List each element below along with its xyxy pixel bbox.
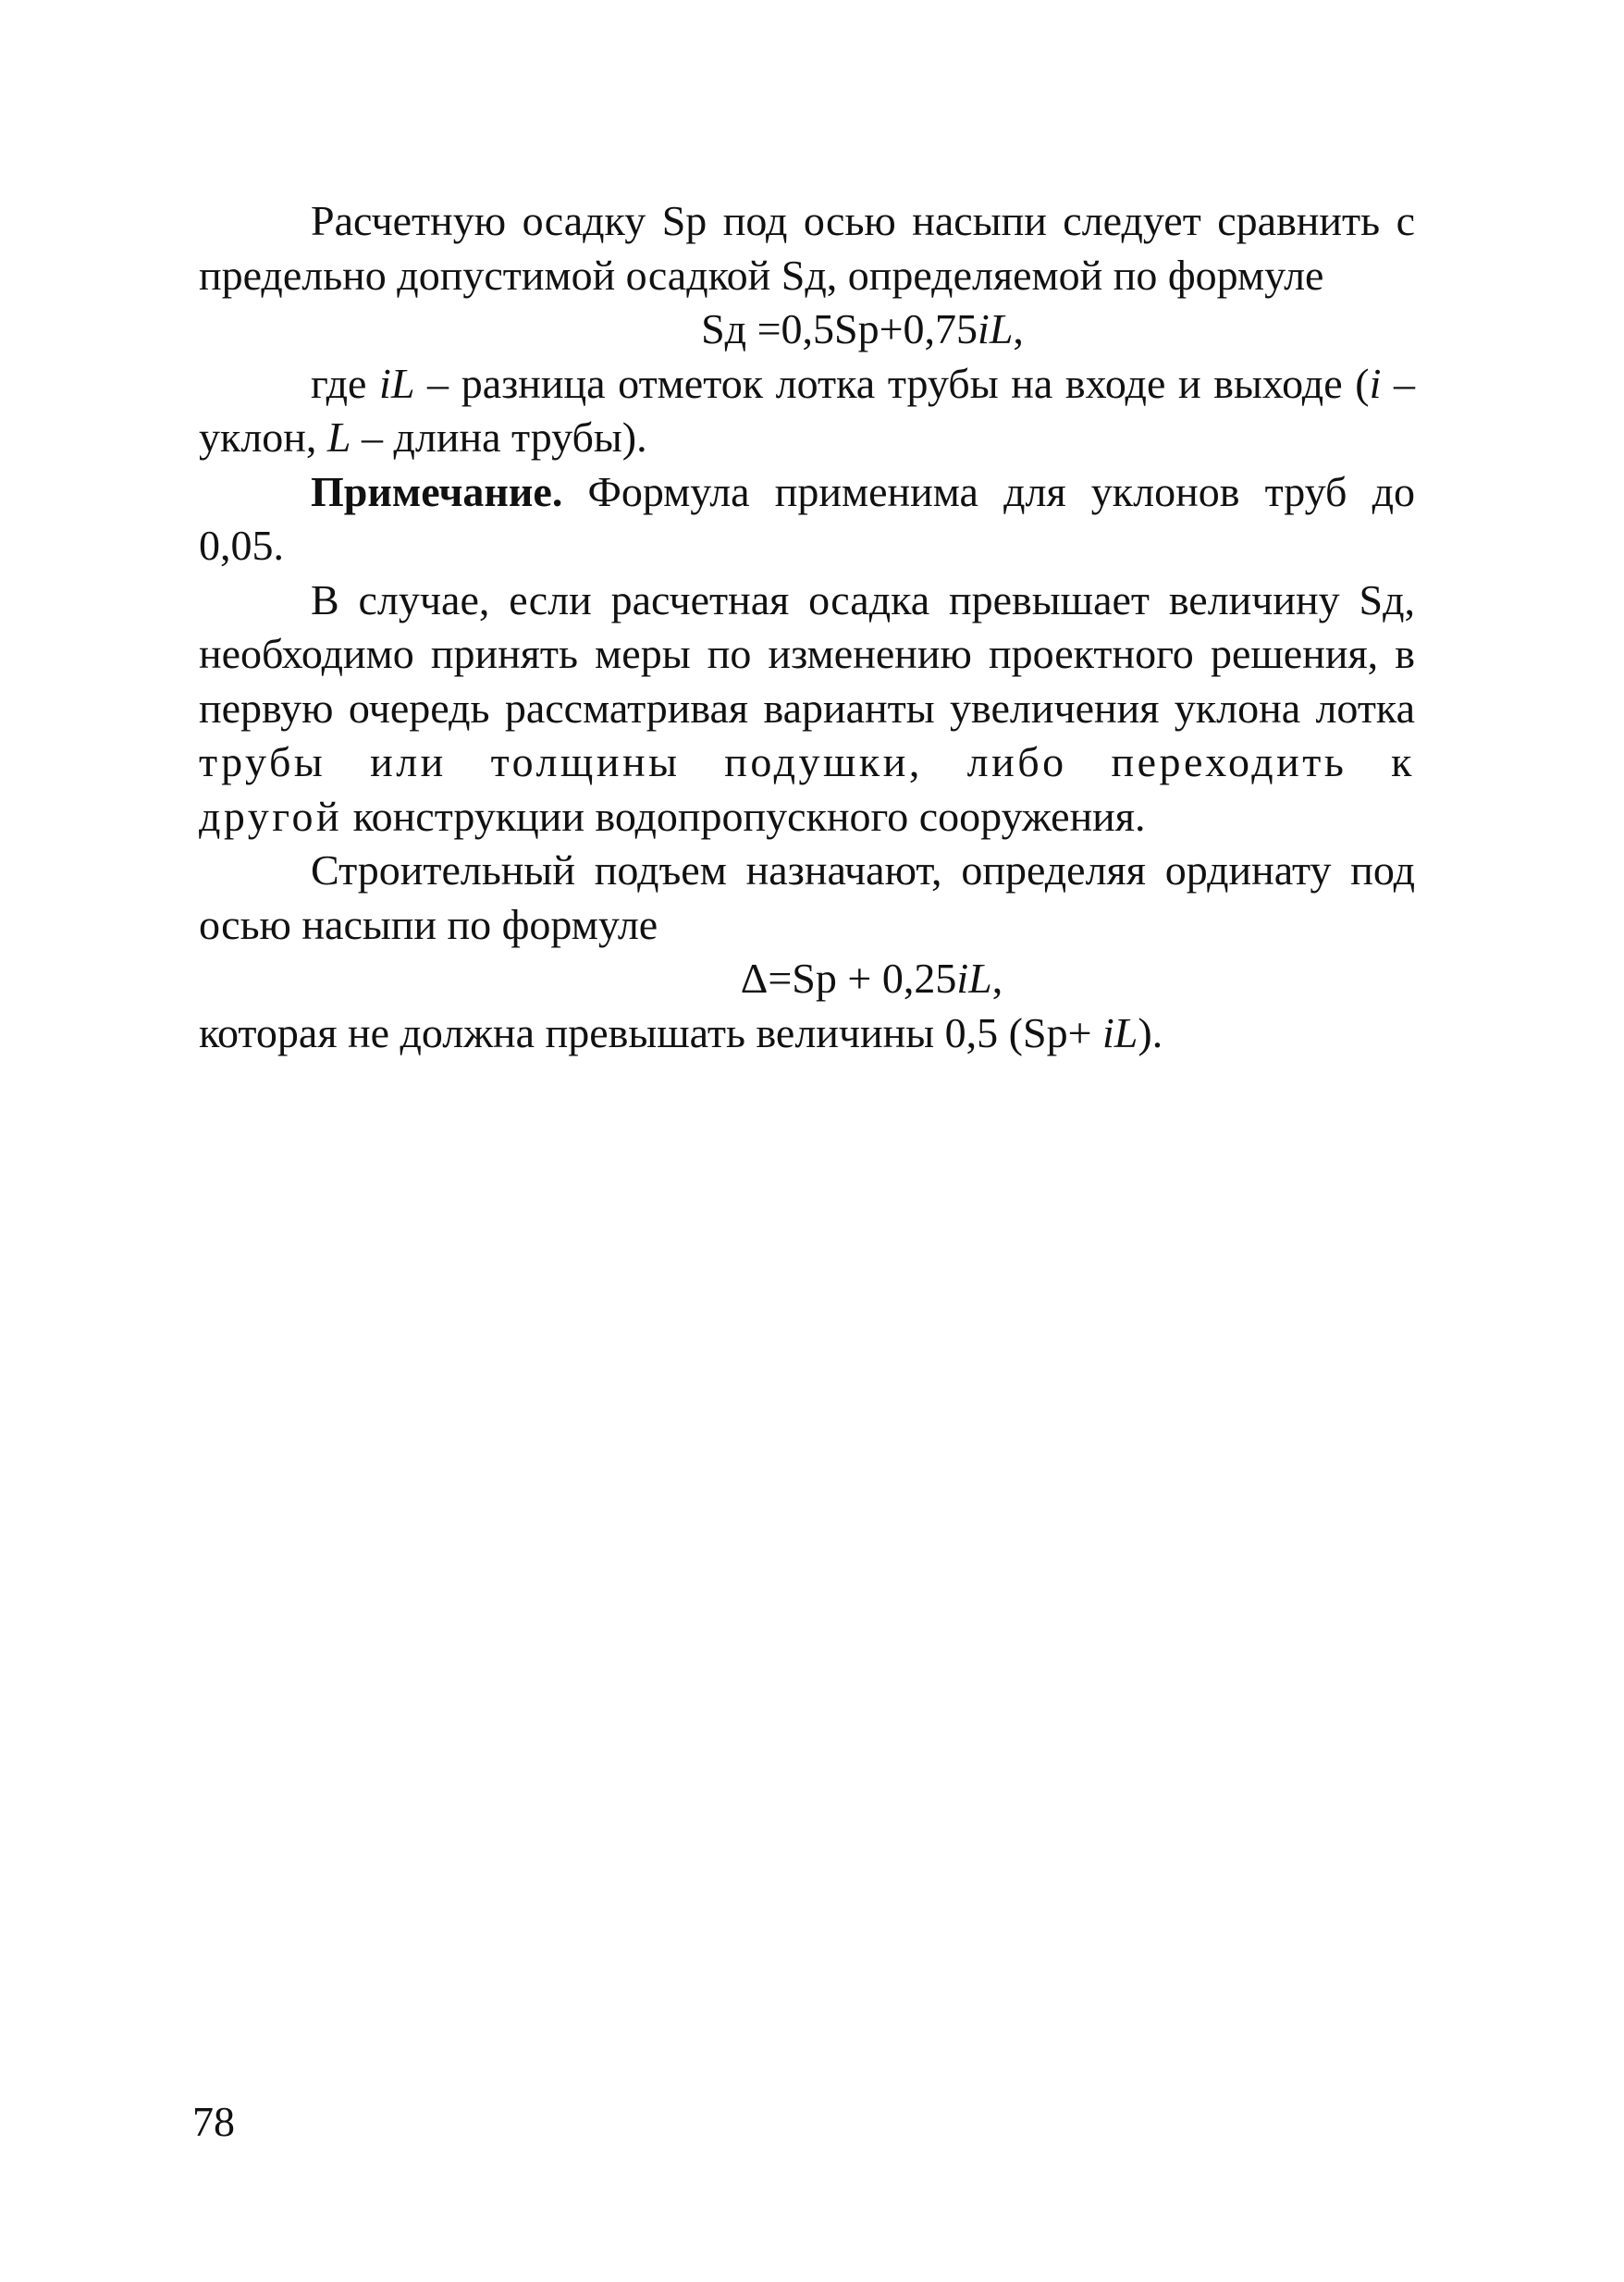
paragraph-text-b: конструкции водопропускного сооружения. bbox=[342, 792, 1146, 840]
paragraph-text: Расчетную осадку Sp под осью насыпи следует сравнить с предельно допустимой осадкой Sд, определяемой по формуле bbox=[199, 197, 1415, 299]
variable-i: i bbox=[1369, 359, 1382, 407]
formula-camber bbox=[199, 952, 1415, 1006]
paragraph-limit bbox=[199, 1006, 1415, 1061]
formula-suffix: , bbox=[991, 955, 1003, 1002]
formula-variable: iL bbox=[956, 955, 992, 1002]
paragraph-text-a: которая не должна превышать величины 0,5 (Sp+ bbox=[199, 1008, 1103, 1056]
variable-L: L bbox=[326, 413, 351, 461]
formula-suffix: , bbox=[1013, 305, 1024, 352]
paragraph-settlement-comparison bbox=[199, 194, 1415, 302]
paragraph-text: Строительный подъем назначают, определяя ординату под осью насыпи по формуле bbox=[199, 846, 1415, 948]
paragraph-text-b: ). bbox=[1138, 1008, 1163, 1056]
variable-iL: iL bbox=[1102, 1008, 1138, 1056]
formula-prefix: Sд =0,5Sp+0,75 bbox=[701, 305, 978, 352]
definition-text-b: – уклон, bbox=[199, 359, 1416, 461]
formula-prefix: Δ=Sp + 0,25 bbox=[740, 955, 957, 1002]
formula-variable: iL bbox=[978, 305, 1014, 352]
paragraph-text-a: В случае, если расчетная осадка превышает величину Sд, необходимо принять меры по изменению проектного решения, в первую очередь рассматривая варианты увеличения уклона лотка bbox=[199, 575, 1415, 732]
note-text: Формула применима для уклонов труб до 0,05. bbox=[199, 467, 1415, 569]
definition-text-c: – длина трубы). bbox=[351, 413, 647, 461]
formula-allowable-settlement bbox=[199, 302, 1415, 357]
paragraph-note bbox=[199, 465, 1415, 574]
page-number: 78 bbox=[192, 2098, 235, 2145]
variable-iL: iL bbox=[379, 359, 415, 407]
paragraph-text-spaced: трубы или толщины подушки, либо переходить к другой bbox=[199, 738, 1415, 840]
paragraph-definition bbox=[199, 357, 1415, 465]
body-text bbox=[199, 194, 1415, 1060]
note-label: Примечание. bbox=[311, 467, 563, 515]
paragraph-camber bbox=[199, 844, 1415, 952]
definition-text-a: – разница отметок лотка трубы на входе и выходе ( bbox=[414, 359, 1370, 407]
paragraph-exceeds bbox=[199, 574, 1415, 845]
word-where: где bbox=[311, 359, 380, 407]
